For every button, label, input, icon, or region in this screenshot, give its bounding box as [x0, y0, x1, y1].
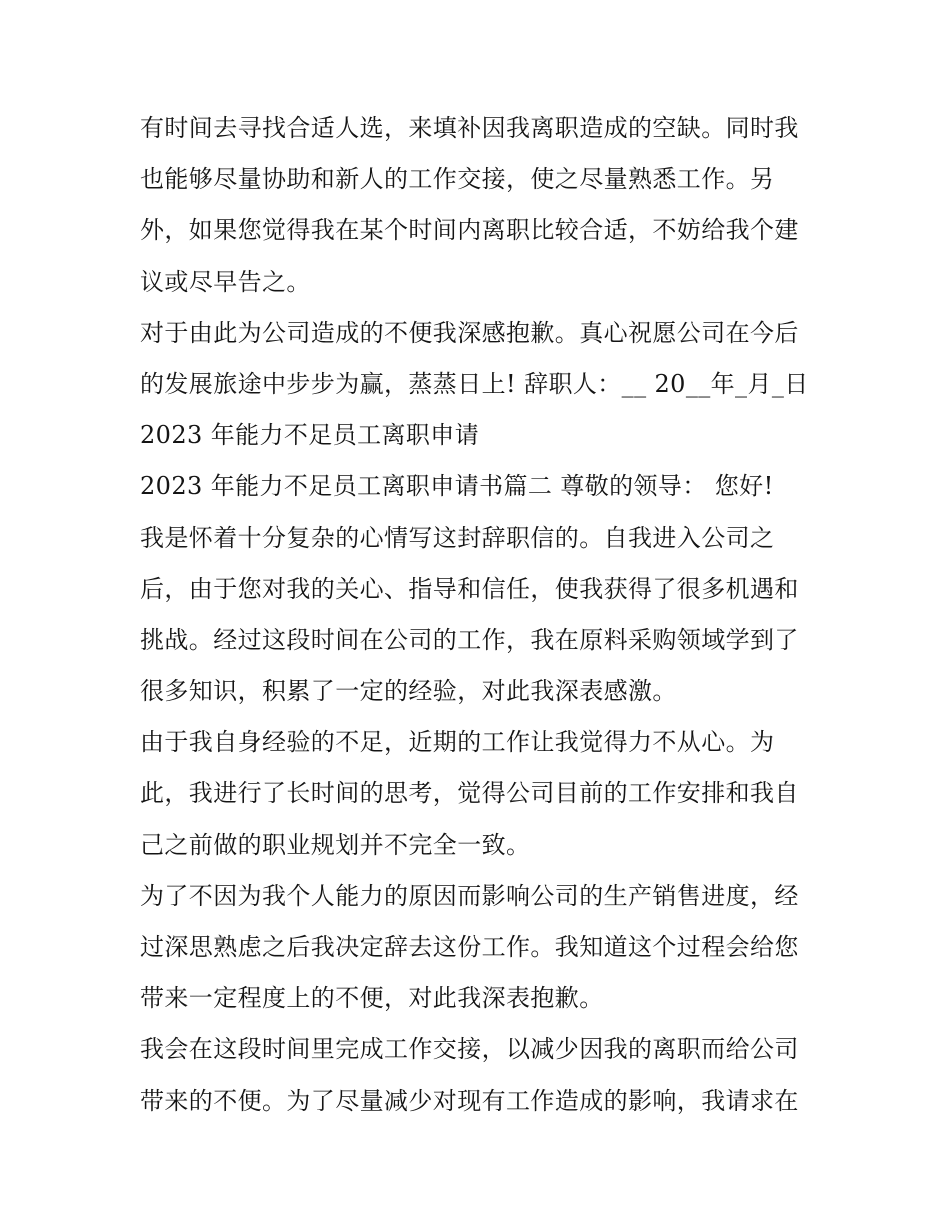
text-line: 己之前做的职业规划并不完全一致。	[140, 830, 531, 859]
text-line: 挑战。经过这段时间在公司的工作，我在原料采购领域学到了	[140, 625, 799, 654]
section-title: 2023 年能力不足员工离职申请	[140, 421, 480, 450]
text-line-signature: 的发展旅途中步步为赢，蒸蒸日上! 辞职人：__ 20__年_月_日	[140, 369, 809, 398]
text-line: 议或尽早告之。	[140, 267, 311, 296]
text-line: 此，我进行了长时间的思考，觉得公司目前的工作安排和我自	[140, 779, 799, 808]
letter-heading: 2023 年能力不足员工离职申请书篇二 尊敬的领导： 您好!	[140, 472, 774, 501]
text-line: 带来的不便。为了尽量减少对现有工作造成的影响，我请求在	[140, 1086, 799, 1115]
text-line: 我是怀着十分复杂的心情写这封辞职信的。自我进入公司之	[140, 523, 775, 552]
text-line: 有时间去寻找合适人选，来填补因我离职造成的空缺。同时我	[140, 114, 799, 142]
text-line: 我会在这段时间里完成工作交接，以减少因我的离职而给公司	[140, 1035, 799, 1064]
text-line: 带来一定程度上的不便，对此我深表抱歉。	[140, 984, 604, 1013]
text-line: 为了不因为我个人能力的原因而影响公司的生产销售进度，经	[140, 881, 799, 910]
text-line: 外，如果您觉得我在某个时间内离职比较合适，不妨给我个建	[140, 216, 799, 245]
document-body	[140, 103, 815, 1127]
text-line: 对于由此为公司造成的不便我深感抱歉。真心祝愿公司在今后	[140, 318, 799, 347]
text-line: 也能够尽量协助和新人的工作交接，使之尽量熟悉工作。另	[140, 165, 775, 194]
text-line: 由于我自身经验的不足，近期的工作让我觉得力不从心。为	[140, 728, 775, 757]
text-line: 很多知识，积累了一定的经验，对此我深表感激。	[140, 677, 677, 706]
text-line: 过深思熟虑之后我决定辞去这份工作。我知道这个过程会给您	[140, 933, 799, 961]
text-line: 后，由于您对我的关心、指导和信任，使我获得了很多机遇和	[140, 574, 799, 603]
